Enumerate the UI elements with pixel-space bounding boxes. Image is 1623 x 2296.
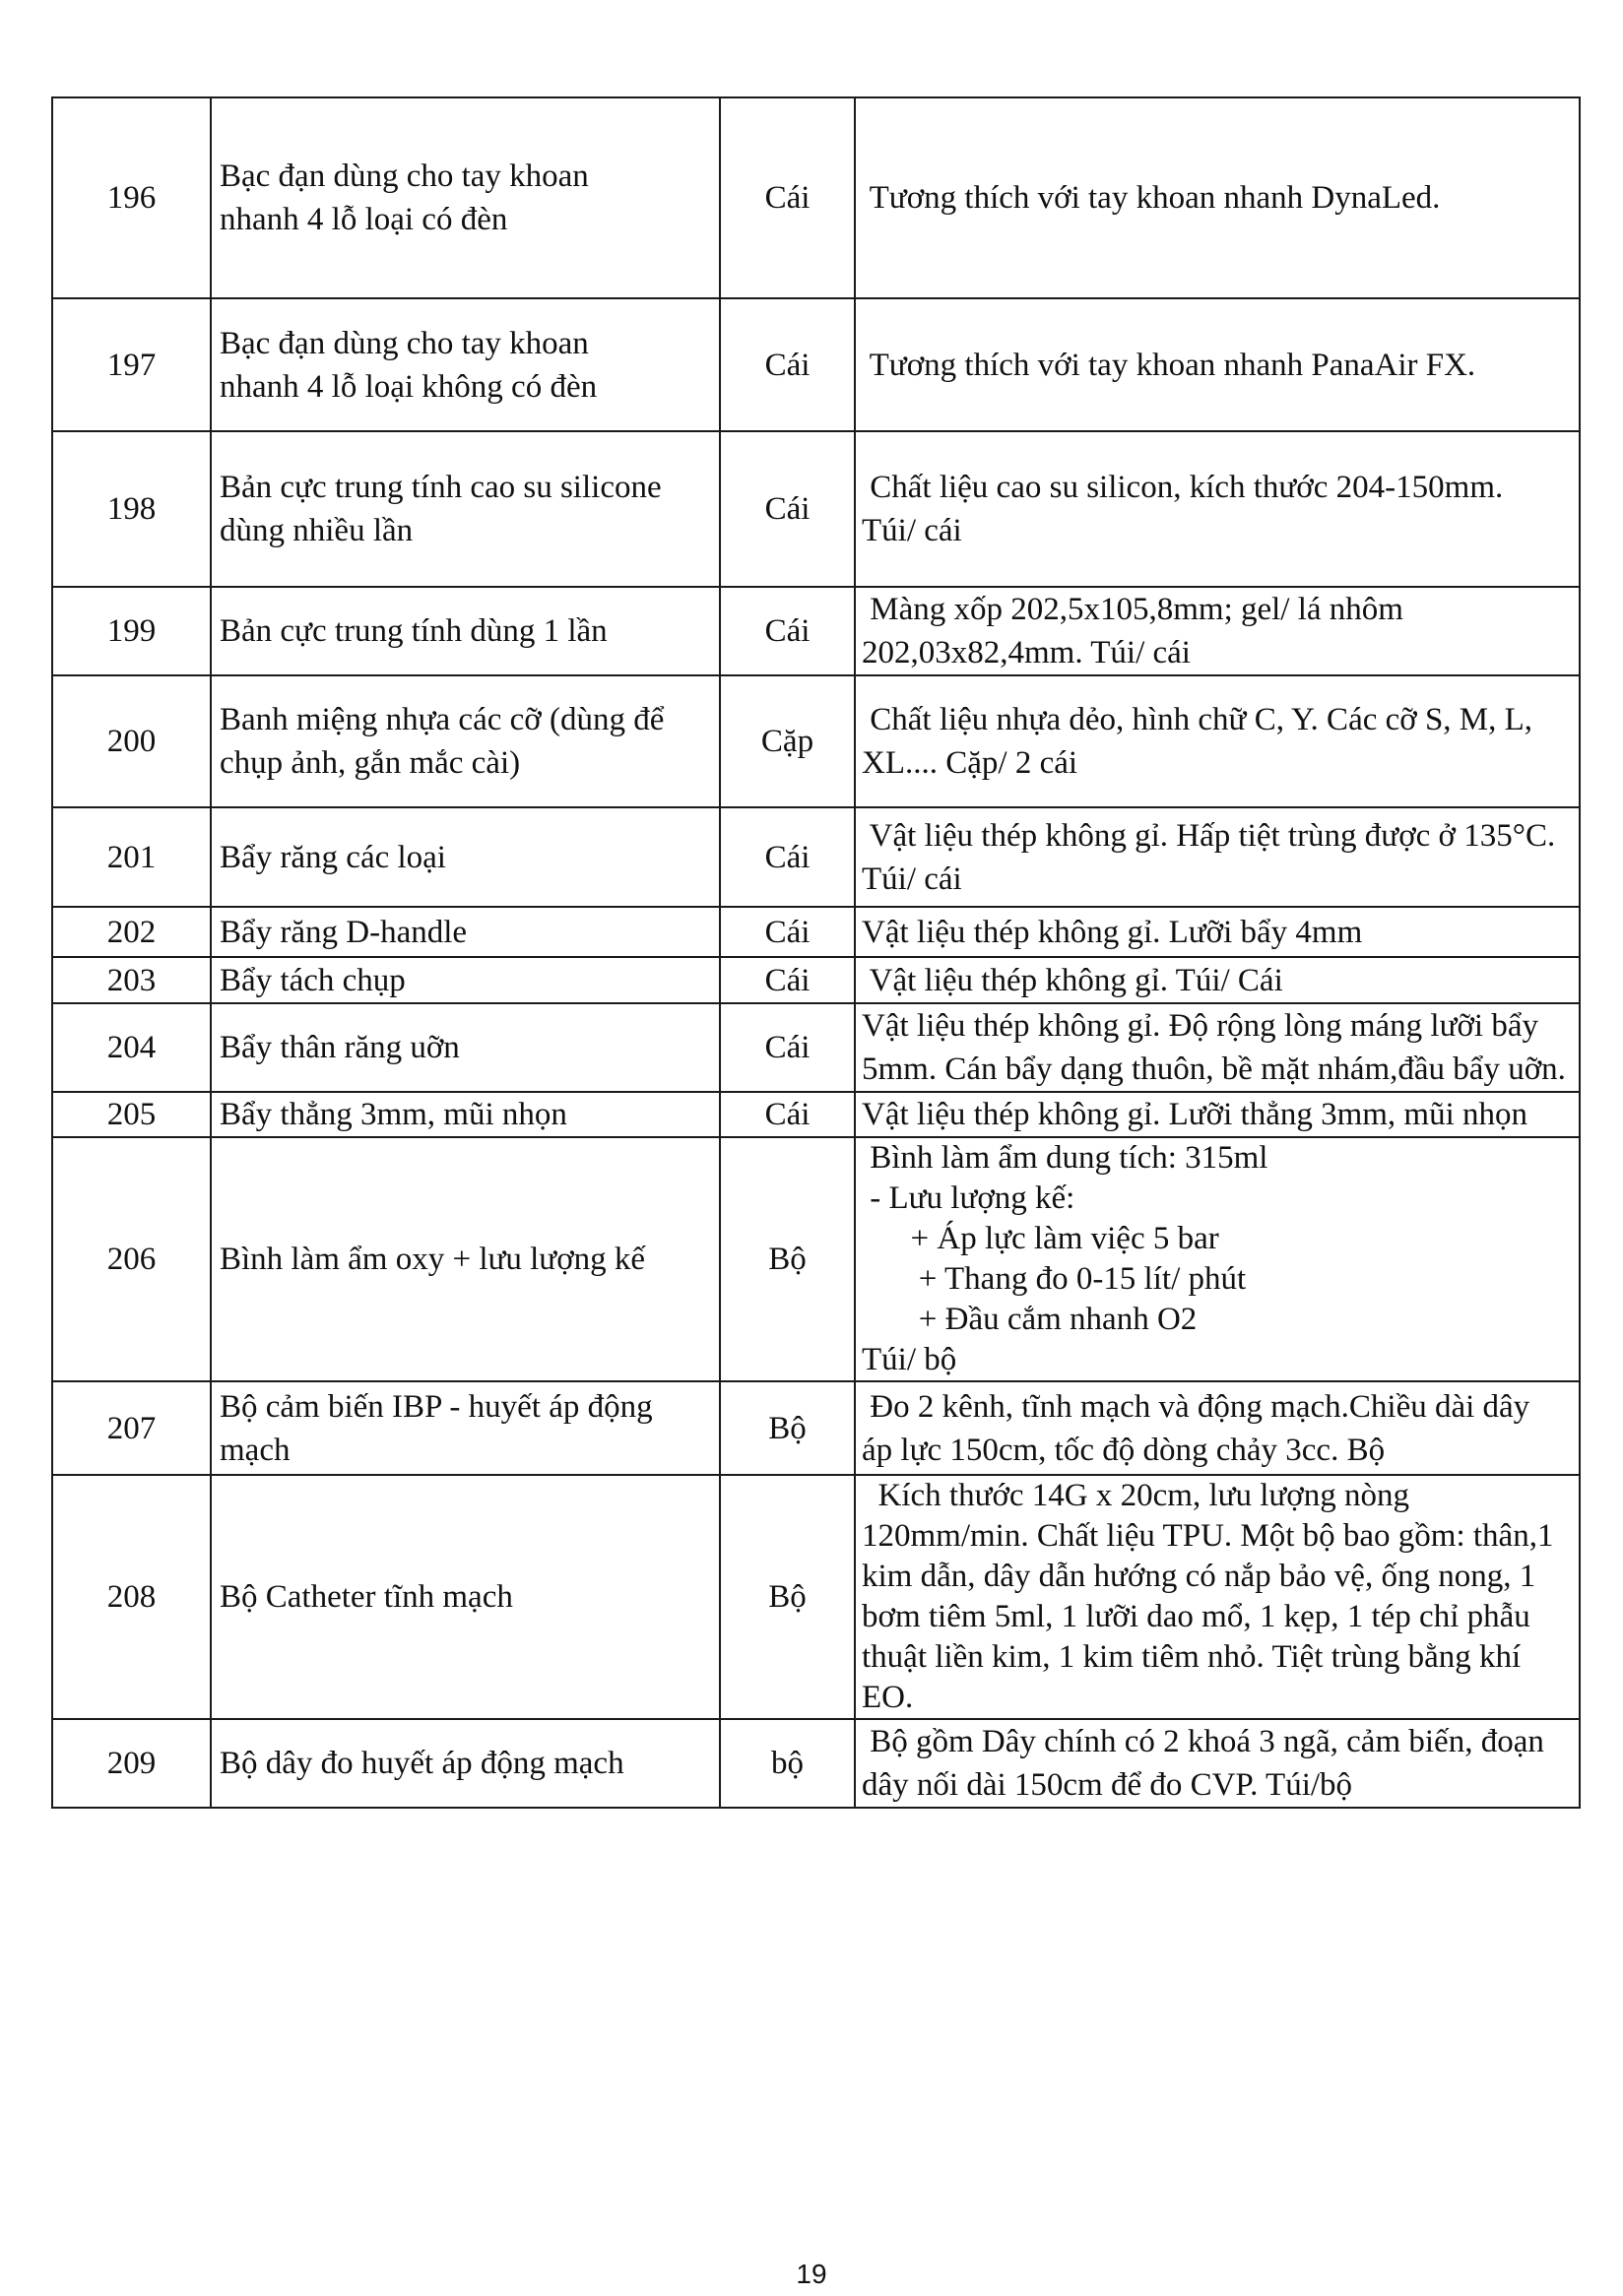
specification-line: dây nối dài 150cm để đo CVP. Túi/bộ: [862, 1767, 1353, 1803]
table-row: [52, 807, 1580, 907]
specification-line: kim dẫn, dây dẫn hướng có nắp bảo vệ, ống nong, 1: [862, 1559, 1536, 1594]
item-number-cell: 205: [52, 1092, 211, 1137]
item-name-cell: [211, 1475, 720, 1719]
item-name-line: Bạc đạn dùng cho tay khoan: [220, 325, 589, 361]
specification-line: áp lực 150cm, tốc độ dòng chảy 3cc. Bộ: [862, 1432, 1386, 1468]
table-body: [52, 97, 1580, 1808]
unit-cell: Cái: [720, 298, 855, 431]
specification-cell: [855, 587, 1580, 675]
unit-cell: Bộ: [720, 1475, 855, 1719]
item-name-line: Bộ dây đo huyết áp động mạch: [220, 1746, 624, 1781]
item-number-cell: 196: [52, 97, 211, 298]
specification-line: + Đầu cắm nhanh O2: [862, 1302, 1198, 1337]
unit-cell: Cái: [720, 907, 855, 957]
item-name-line: Bẩy thẳng 3mm, mũi nhọn: [220, 1097, 567, 1132]
specification-cell: [855, 1137, 1580, 1381]
specification-line: Vật liệu thép không gỉ. Hấp tiệt trùng được ở 135°C.: [862, 817, 1556, 854]
specification-cell: [855, 1719, 1580, 1808]
specification-line: Đo 2 kênh, tĩnh mạch và động mạch.Chiều dài dây: [862, 1388, 1530, 1425]
specification-line: Vật liệu thép không gỉ. Lưỡi bẩy 4mm: [862, 914, 1363, 950]
item-number-cell: 200: [52, 675, 211, 807]
item-name-cell: [211, 431, 720, 587]
item-name-line: Banh miệng nhựa các cỡ (dùng để: [220, 702, 665, 737]
table-row: [52, 1475, 1580, 1719]
item-number-cell: 206: [52, 1137, 211, 1381]
item-name-cell: [211, 1137, 720, 1381]
item-name-line: Bẩy răng D-handle: [220, 914, 468, 950]
table-row: [52, 1137, 1580, 1381]
item-name-cell: [211, 1003, 720, 1092]
table-row: [52, 1092, 1580, 1137]
item-name-line: Bẩy thân răng uỡn: [220, 1030, 460, 1065]
table-row: [52, 298, 1580, 431]
item-name-line: Bộ cảm biến IBP - huyết áp động: [220, 1388, 653, 1425]
table-row: [52, 957, 1580, 1003]
unit-cell: Cặp: [720, 675, 855, 807]
specification-cell: [855, 807, 1580, 907]
item-name-cell: [211, 1381, 720, 1475]
specification-cell: [855, 907, 1580, 957]
specification-line: Vật liệu thép không gỉ. Túi/ Cái: [862, 962, 1283, 998]
item-name-cell: [211, 1092, 720, 1137]
item-name-cell: [211, 807, 720, 907]
item-name-line: Bộ Catheter tĩnh mạch: [220, 1579, 513, 1615]
specification-line: 5mm. Cán bẩy dạng thuôn, bề mặt nhám,đầu bẩy uỡn.: [862, 1052, 1566, 1087]
specification-cell: [855, 1475, 1580, 1719]
page-number: 19: [796, 2259, 827, 2289]
specification-line: XL.... Cặp/ 2 cái: [862, 745, 1078, 781]
item-name-line: nhanh 4 lỗ loại có đèn: [220, 202, 508, 237]
specification-line: Tương thích với tay khoan nhanh DynaLed.: [862, 180, 1441, 216]
item-number-cell: 199: [52, 587, 211, 675]
specification-cell: [855, 431, 1580, 587]
specification-line: 120mm/min. Chất liệu TPU. Một bộ bao gồm: thân,1: [862, 1518, 1554, 1554]
specification-cell: [855, 97, 1580, 298]
specification-line: + Thang đo 0-15 lít/ phút: [862, 1261, 1247, 1297]
specification-line: + Áp lực làm việc 5 bar: [862, 1221, 1219, 1256]
item-name-cell: [211, 1719, 720, 1808]
unit-cell: Cái: [720, 587, 855, 675]
item-number-cell: 202: [52, 907, 211, 957]
item-number-cell: 209: [52, 1719, 211, 1808]
specification-cell: [855, 1092, 1580, 1137]
table-row: [52, 1719, 1580, 1808]
item-number-cell: 203: [52, 957, 211, 1003]
specification-line: thuật liền kim, 1 kim tiêm nhỏ. Tiệt trùng bằng khí: [862, 1639, 1522, 1675]
specification-line: Túi/ cái: [862, 861, 962, 897]
specification-line: Vật liệu thép không gỉ. Độ rộng lòng máng lưỡi bẩy: [862, 1008, 1538, 1044]
table-row: [52, 587, 1580, 675]
item-number-cell: 208: [52, 1475, 211, 1719]
item-name-line: nhanh 4 lỗ loại không có đèn: [220, 368, 598, 405]
specification-cell: [855, 957, 1580, 1003]
item-number-cell: 204: [52, 1003, 211, 1092]
unit-cell: Cái: [720, 1092, 855, 1137]
item-name-line: chụp ảnh, gắn mắc cài): [220, 745, 521, 781]
unit-cell: Bộ: [720, 1137, 855, 1381]
specification-line: Bộ gồm Dây chính có 2 khoá 3 ngã, cảm biến, đoạn: [862, 1724, 1544, 1759]
specification-line: EO.: [862, 1680, 914, 1715]
item-name-line: Bẩy tách chụp: [220, 962, 406, 998]
table-row: [52, 675, 1580, 807]
specification-line: Túi/ cái: [862, 513, 962, 548]
specification-line: 202,03x82,4mm. Túi/ cái: [862, 635, 1191, 670]
item-name-line: Bẩy răng các loại: [220, 839, 446, 875]
item-number-cell: 207: [52, 1381, 211, 1475]
item-name-line: Bình làm ẩm oxy + lưu lượng kế: [220, 1242, 646, 1277]
item-name-cell: [211, 97, 720, 298]
specification-line: Bình làm ẩm dung tích: 315ml: [862, 1140, 1268, 1176]
supplies-table: [51, 96, 1581, 1809]
specification-line: Vật liệu thép không gỉ. Lưỡi thẳng 3mm, mũi nhọn: [862, 1097, 1528, 1132]
specification-cell: [855, 298, 1580, 431]
item-name-cell: [211, 907, 720, 957]
item-name-line: mạch: [220, 1432, 291, 1468]
specification-cell: [855, 1003, 1580, 1092]
item-name-cell: [211, 957, 720, 1003]
specification-line: Kích thước 14G x 20cm, lưu lượng nòng: [862, 1478, 1410, 1513]
table-row: [52, 1003, 1580, 1092]
specification-line: Chất liệu cao su silicon, kích thước 204-150mm.: [862, 470, 1504, 505]
table-row: [52, 1381, 1580, 1475]
table-row: [52, 97, 1580, 298]
unit-cell: bộ: [720, 1719, 855, 1808]
item-name-cell: [211, 298, 720, 431]
table-row: [52, 907, 1580, 957]
unit-cell: Cái: [720, 97, 855, 298]
specification-line: bơm tiêm 5ml, 1 lưỡi dao mổ, 1 kẹp, 1 tép chỉ phẫu: [862, 1599, 1530, 1634]
item-number-cell: 201: [52, 807, 211, 907]
specification-line: - Lưu lượng kế:: [862, 1180, 1075, 1216]
specification-line: Chất liệu nhựa dẻo, hình chữ C, Y. Các cỡ S, M, L,: [862, 702, 1533, 737]
item-number-cell: 197: [52, 298, 211, 431]
specification-line: Màng xốp 202,5x105,8mm; gel/ lá nhôm: [862, 592, 1403, 627]
item-name-line: Bản cực trung tính dùng 1 lần: [220, 613, 608, 649]
table-row: [52, 431, 1580, 587]
item-name-line: Bạc đạn dùng cho tay khoan: [220, 159, 589, 194]
specification-cell: [855, 675, 1580, 807]
item-name-line: dùng nhiều lần: [220, 513, 414, 548]
unit-cell: Cái: [720, 431, 855, 587]
specification-line: Túi/ bộ: [862, 1342, 957, 1377]
unit-cell: Cái: [720, 957, 855, 1003]
item-number-cell: 198: [52, 431, 211, 587]
item-name-cell: [211, 675, 720, 807]
unit-cell: Cái: [720, 807, 855, 907]
specification-line: Tương thích với tay khoan nhanh PanaAir FX.: [862, 347, 1476, 383]
item-name-cell: [211, 587, 720, 675]
unit-cell: Bộ: [720, 1381, 855, 1475]
specification-cell: [855, 1381, 1580, 1475]
item-name-line: Bản cực trung tính cao su silicone: [220, 470, 662, 505]
unit-cell: Cái: [720, 1003, 855, 1092]
